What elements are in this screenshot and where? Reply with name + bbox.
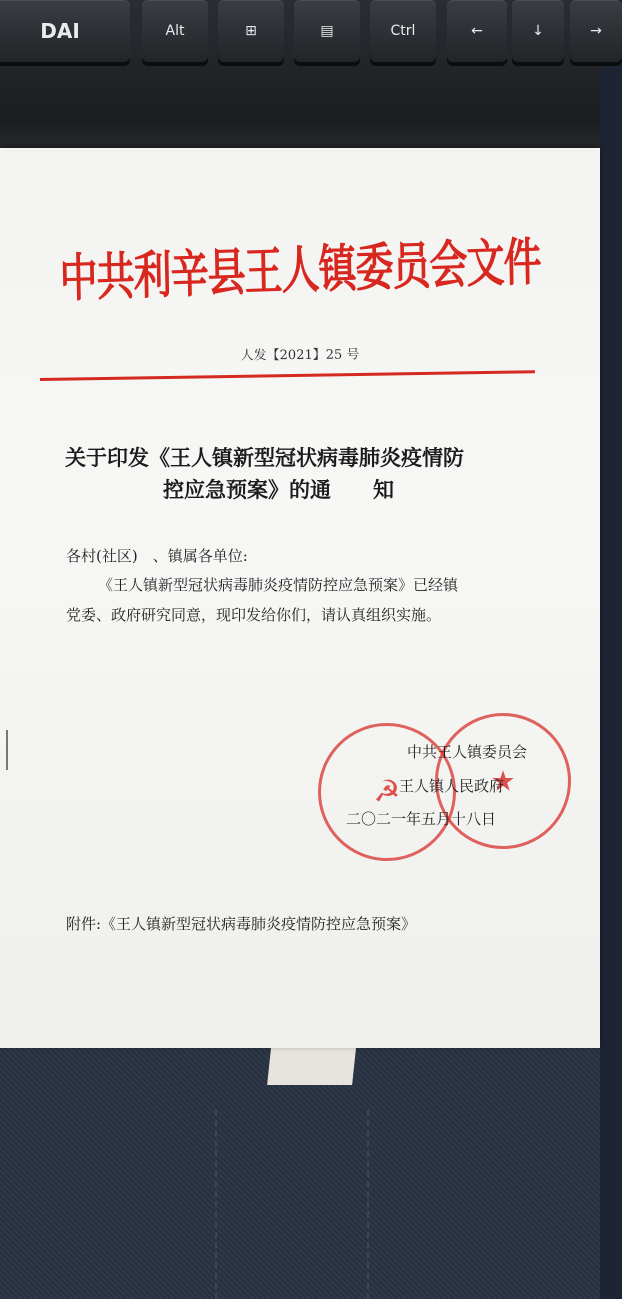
salutation: 各村(社区) 、镇属各单位: — [66, 547, 248, 565]
notice-title-line1: 关于印发《王人镇新型冠状病毒肺炎疫情防 — [65, 446, 464, 470]
party-committee-seal-icon: ☭ — [318, 723, 456, 861]
windows-key-icon: ⊞ — [218, 0, 284, 62]
arrow-left-key-icon: ← — [447, 0, 507, 62]
keyboard — [0, 0, 600, 160]
body-paragraph-line2: 党委、政府研究同意，现印发给你们，请认真组织实施。 — [66, 606, 442, 624]
signature-date: 二〇二一年五月十八日 — [346, 810, 497, 828]
arrow-right-key-icon: → — [570, 0, 622, 62]
notice-title-line2: 控应急预案》的通 知 — [163, 478, 394, 502]
key-partial: DAI — [0, 0, 130, 62]
menu-key-icon: ▤ — [294, 0, 360, 62]
arrow-down-key-icon: ↓ — [512, 0, 564, 62]
attachment-line: 附件:《王人镇新型冠状病毒肺炎疫情防控应急预案》 — [66, 915, 417, 933]
jeans-seam — [215, 1110, 369, 1299]
binding-mark — [6, 730, 12, 770]
document-number: 人发【2021】25 号 — [240, 347, 360, 364]
key-ctrl: Ctrl — [370, 0, 436, 62]
signatory-government: 王人镇人民政府 — [399, 777, 505, 795]
document-header-title: 中共利辛县王人镇委员会文件 — [59, 232, 542, 309]
key-alt: Alt — [142, 0, 208, 62]
signatory-party-committee: 中共王人镇委员会 — [407, 743, 528, 761]
body-paragraph-line1: 《王人镇新型冠状病毒肺炎疫情防控应急预案》已经镇 — [98, 576, 459, 594]
government-seal-icon: ★ — [435, 713, 571, 849]
